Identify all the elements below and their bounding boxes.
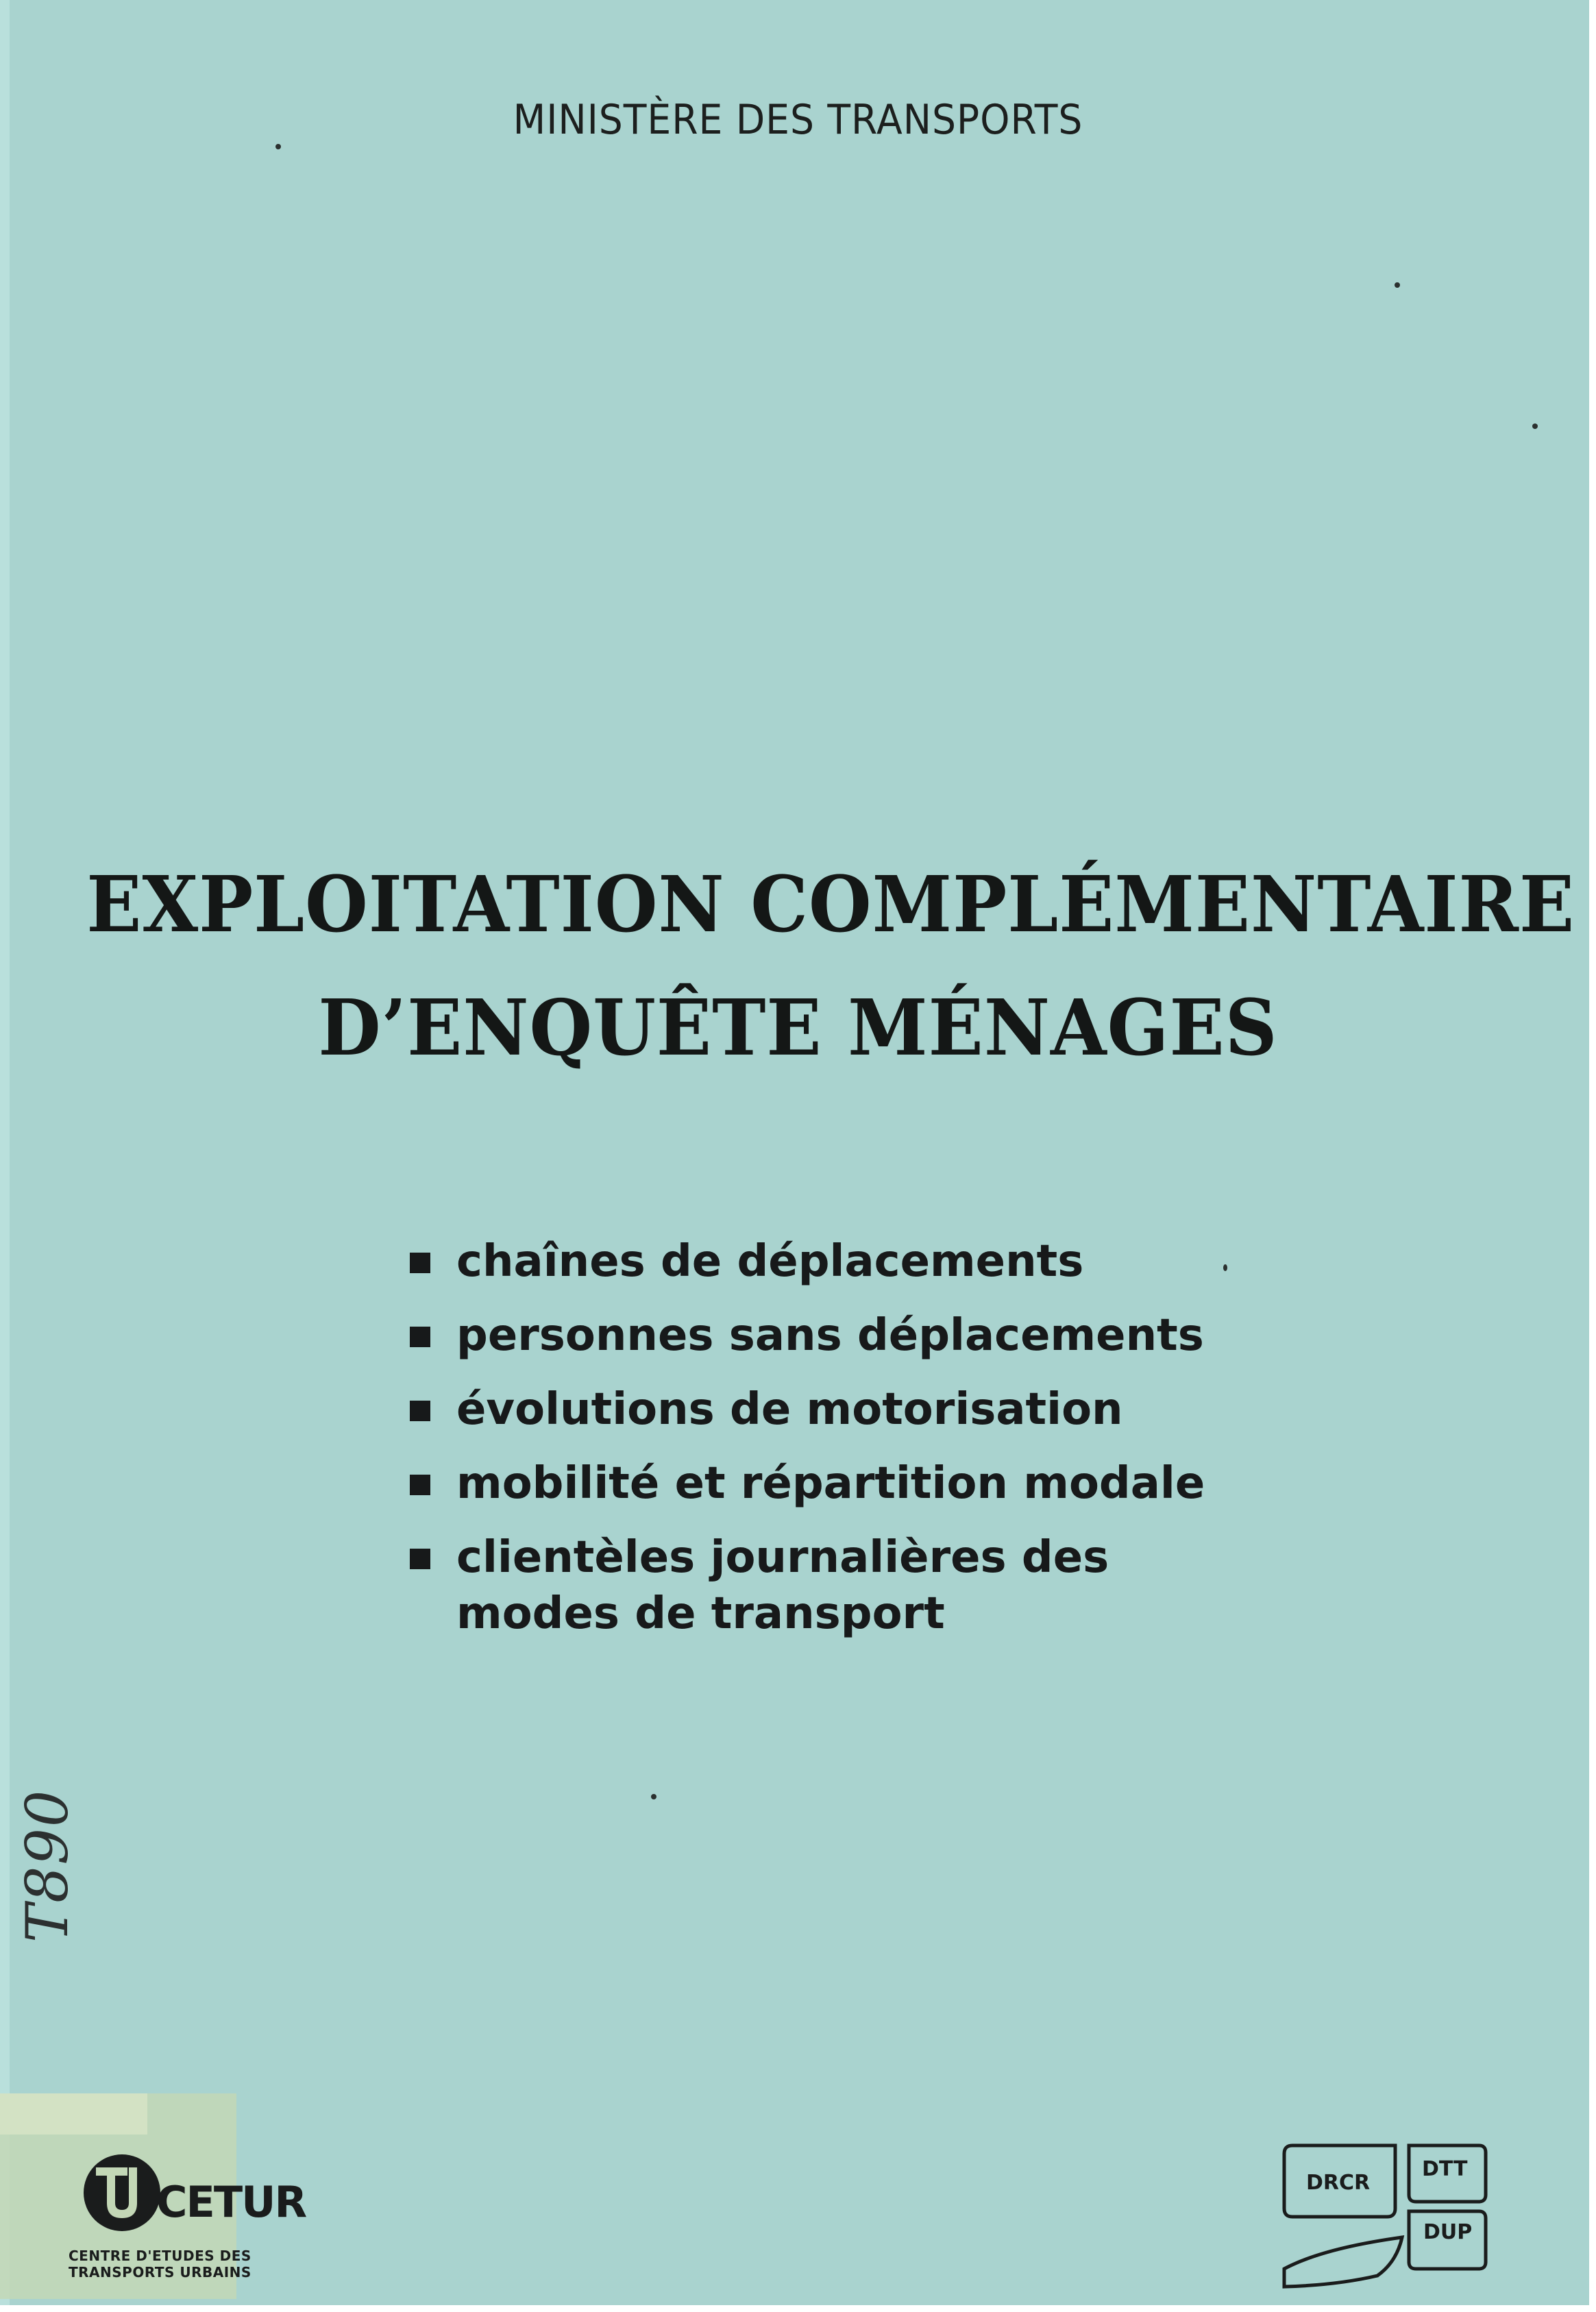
scan-speck [275, 144, 281, 149]
topic-text: mobilité et répartition modale [456, 1458, 1205, 1509]
scan-speck [1223, 1264, 1227, 1271]
library-tape-top [0, 2093, 147, 2135]
publisher-name-line-2: TRANSPORTS URBAINS [69, 2264, 251, 2280]
publisher-name-line-1: CENTRE D'ETUDES DES [69, 2248, 251, 2264]
scan-speck [1532, 423, 1538, 429]
topic-item [410, 1381, 1369, 1438]
topic-item [410, 1307, 1369, 1364]
ministry-header: MINISTÈRE DES TRANSPORTS [513, 96, 1083, 144]
topic-item [410, 1529, 1369, 1642]
topic-list [410, 1233, 1369, 1642]
scan-speck [1395, 282, 1400, 288]
bullet-square-icon [410, 1327, 430, 1347]
topic-text-line-1: clientèles journalières des [456, 1532, 1109, 1583]
topic-text: chaînes de déplacements [456, 1236, 1084, 1287]
topic-item [410, 1455, 1369, 1512]
title-line-1: EXPLOITATION COMPLÉMENTAIRE [86, 860, 1575, 950]
bullet-square-icon [410, 1475, 430, 1495]
cetur-logo [81, 2148, 306, 2237]
topic-text: personnes sans déplacements [456, 1310, 1204, 1361]
topic-item [410, 1233, 1369, 1290]
scan-edge-right [1589, 0, 1596, 2312]
department-dtt-label: DTT [1422, 2157, 1468, 2181]
topic-text: évolutions de motorisation [456, 1384, 1123, 1435]
department-drcr-label: DRCR [1306, 2171, 1371, 2195]
svg-text:CETUR: CETUR [156, 2177, 306, 2227]
topic-text-line-2: modes de transport [456, 1588, 945, 1639]
scan-speck [651, 1794, 656, 1799]
scan-edge-left [0, 0, 10, 2312]
department-dup-label: DUP [1423, 2220, 1473, 2244]
bullet-square-icon [410, 1401, 430, 1421]
handwritten-reference: T890 [14, 1788, 81, 1943]
title-line-2: D’ENQUÊTE MÉNAGES [318, 983, 1278, 1073]
bullet-square-icon [410, 1549, 430, 1569]
scan-edge-bottom [0, 2305, 1596, 2312]
bullet-square-icon [410, 1253, 430, 1273]
